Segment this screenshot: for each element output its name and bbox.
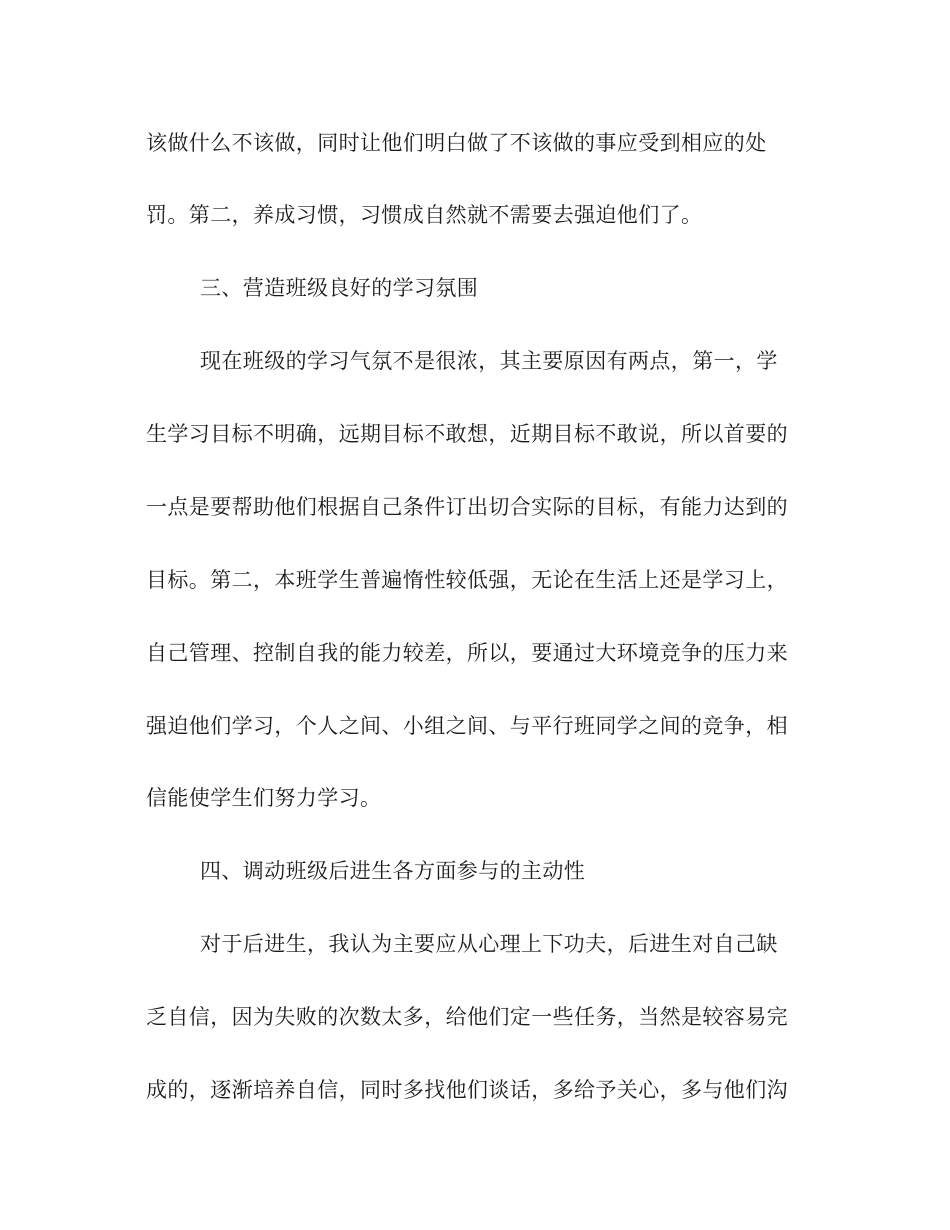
paragraph-line: 罚。第二，养成习惯，习惯成自然就不需要去强迫他们了。 xyxy=(146,203,703,227)
paragraph-line: 强迫他们学习，个人之间、小组之间、与平行班同学之间的竞争，相 xyxy=(146,714,788,738)
paragraph-line: 乏自信，因为失败的次数太多，给他们定一些任务，当然是较容易完 xyxy=(146,1005,788,1029)
section-heading: 四、调动班级后进生各方面参与的主动性 xyxy=(200,859,586,883)
paragraph-line: 信能使学生们努力学习。 xyxy=(146,786,382,810)
paragraph-line: 生学习目标不明确，远期目标不敢想，近期目标不敢说，所以首要的 xyxy=(146,422,788,446)
paragraph-line: 成的，逐渐培养自信，同时多找他们谈话，多给予关心，多与他们沟 xyxy=(146,1078,788,1102)
paragraph-line: 对于后进生，我认为主要应从心理上下功夫，后进生对自己缺 xyxy=(200,932,778,956)
section-heading: 三、营造班级良好的学习氛围 xyxy=(200,276,479,300)
paragraph-line: 该做什么不该做，同时让他们明白做了不该做的事应受到相应的处 xyxy=(146,131,767,155)
paragraph-line: 一点是要帮助他们根据自己条件订出切合实际的目标，有能力达到的 xyxy=(146,495,788,519)
paragraph-line: 自己管理、控制自我的能力较差，所以，要通过大环境竞争的压力来 xyxy=(146,641,788,665)
paragraph-line: 现在班级的学习气氛不是很浓，其主要原因有两点，第一，学 xyxy=(200,349,778,373)
paragraph-line: 目标。第二，本班学生普遍惰性较低强，无论在生活上还是学习上， xyxy=(146,568,788,592)
